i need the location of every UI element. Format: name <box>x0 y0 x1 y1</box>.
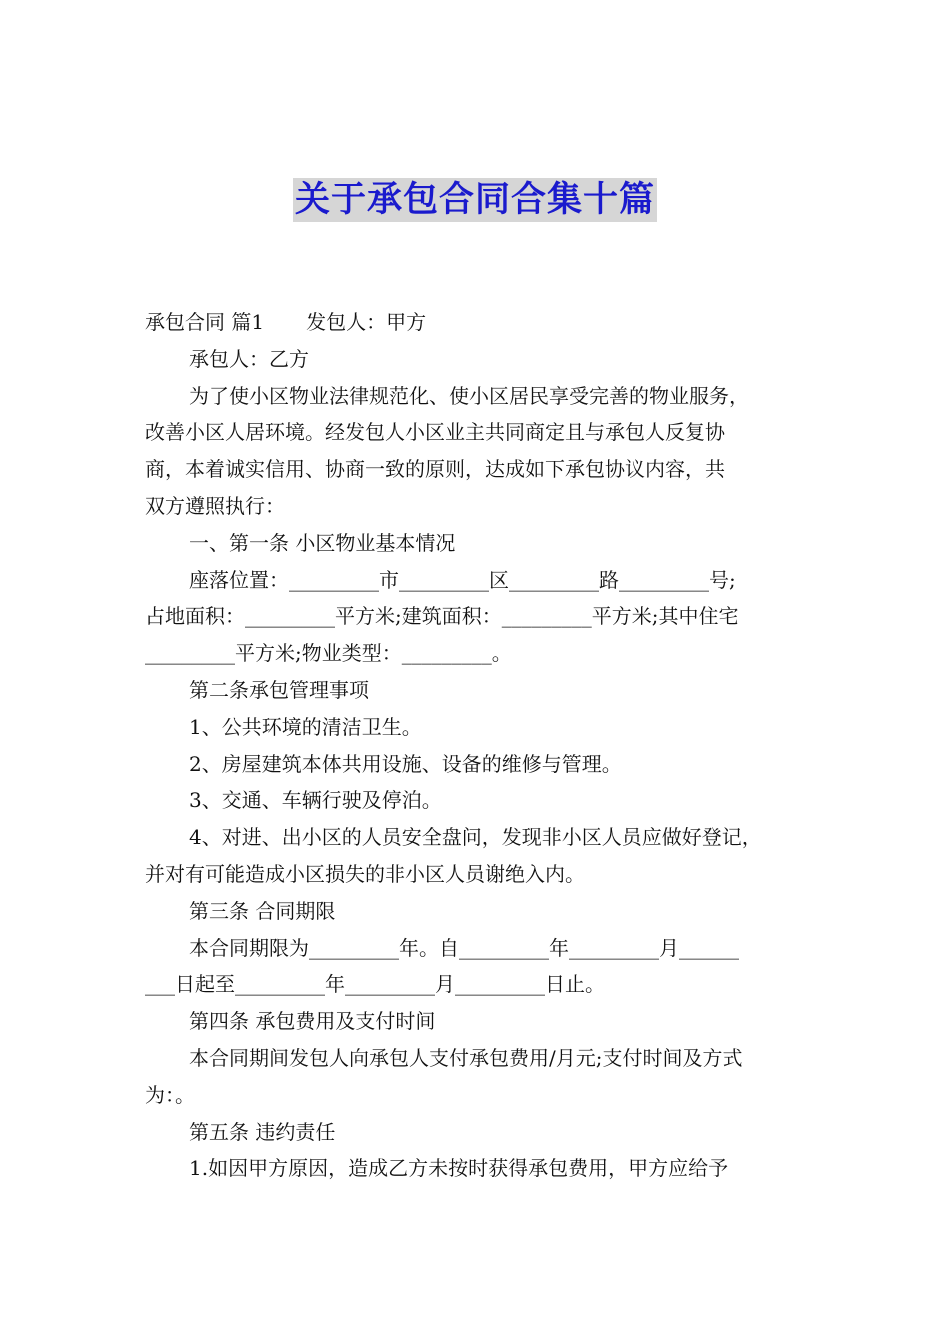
body-line: 为了使小区物业法律规范化、使小区居民享受完善的物业服务， <box>189 383 749 408</box>
list-item: 1.如因甲方原因，造成乙方未按时获得承包费用，甲方应给予 <box>189 1156 729 1181</box>
body-line: 为：。 <box>145 1082 195 1107</box>
body-line: 本合同期间发包人向承包人支付承包费用/月元;支付时间及方式 <box>189 1045 743 1070</box>
body-line: 商，本着诚实信用、协商一致的原则，达成如下承包协议内容，共 <box>145 457 725 482</box>
section-heading: 第三条 合同期限 <box>189 898 336 923</box>
body-line: 改善小区人居环境。经发包人小区业主共同商定且与承包人反复协 <box>145 420 725 445</box>
body-line: _________平方米;物业类型：_________。 <box>145 641 512 666</box>
body-line: ___日起至_________年_________月_________日止。 <box>145 972 605 997</box>
body-line: 本合同期限为_________年。自_________年_________月______ <box>189 935 739 960</box>
body-line: 座落位置：_________市_________区_________路_________号; <box>189 567 736 592</box>
body-line: 双方遵照执行： <box>145 493 285 518</box>
section-heading: 第五条 违约责任 <box>189 1119 336 1144</box>
issuer-label: 发包人：甲方 <box>306 310 427 334</box>
document-title: 关于承包合同合集十篇 <box>294 180 655 220</box>
contract-heading: 承包合同 篇1 <box>145 310 265 334</box>
body-line: 承包人：乙方 <box>189 346 309 371</box>
section-heading: 第四条 承包费用及支付时间 <box>189 1009 436 1034</box>
section-heading: 第二条承包管理事项 <box>189 677 369 702</box>
body-line <box>145 304 825 341</box>
document-body <box>145 304 825 1187</box>
list-item: 3、交通、车辆行驶及停泊。 <box>189 788 442 813</box>
body-line: 占地面积：_________平方米;建筑面积：_________平方米;其中住宅 <box>145 604 739 629</box>
list-item: 2、房屋建筑本体共用设施、设备的维修与管理。 <box>189 751 622 776</box>
list-item: 1、公共环境的清洁卫生。 <box>189 714 422 739</box>
document-title-block <box>0 178 950 222</box>
list-item: 4、对进、出小区的人员安全盘问，发现非小区人员应做好登记， <box>189 825 762 850</box>
body-line: 并对有可能造成小区损失的非小区人员谢绝入内。 <box>145 861 585 886</box>
section-heading: 一、第一条 小区物业基本情况 <box>189 530 456 555</box>
